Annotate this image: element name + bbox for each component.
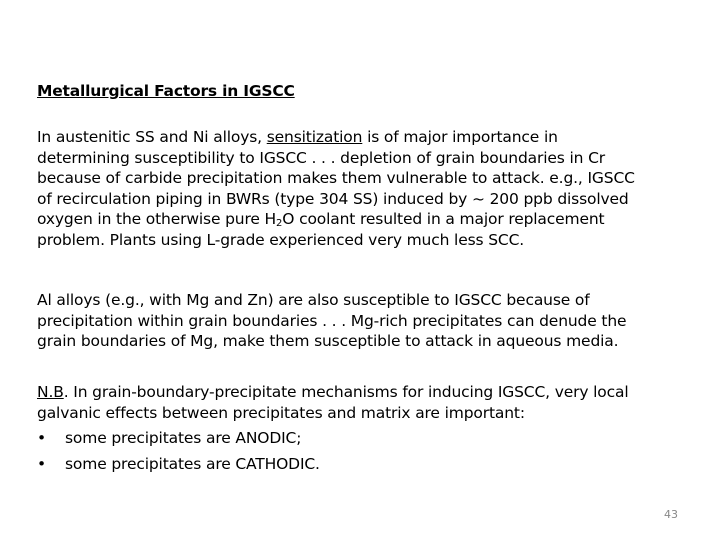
nb-label: N.B — [37, 383, 64, 401]
text-segment: is of major importance in — [362, 128, 558, 146]
bullet-text: some precipitates are ANODIC; — [65, 429, 302, 447]
bullet-icon: • — [37, 454, 46, 473]
text-line — [37, 127, 697, 148]
text-line: because of carbide precipitation makes them vulnerable to attack. e.g., IGSCC — [37, 169, 635, 187]
text-line: problem. Plants using L-grade experienced very much less SCC. — [37, 230, 525, 249]
paragraph-sensitization — [37, 127, 697, 250]
text-line: precipitation within grain boundaries . . . Mg-rich precipitates can denude the — [37, 311, 627, 330]
sensitization-term: sensitization — [266, 128, 363, 146]
paragraph-al-alloys — [37, 290, 697, 352]
bullet-text: some precipitates are CATHODIC. — [65, 454, 320, 473]
text-line: galvanic effects between precipitates and matrix are important: — [37, 403, 525, 422]
page-number: 43 — [664, 508, 678, 521]
text-segment: In austenitic SS and Ni alloys, — [37, 128, 267, 146]
text-segment: O coolant resulted in a major replacement — [282, 210, 605, 228]
text-line — [37, 209, 697, 230]
paragraph-nb — [37, 382, 697, 474]
text-segment: oxygen in the otherwise pure H — [37, 210, 277, 228]
subscript: 2 — [276, 218, 283, 229]
text-line: of recirculation piping in BWRs (type 304 SS) induced by ~ 200 ppb dissolved — [37, 189, 629, 208]
text-line: determining susceptibility to IGSCC . . . depletion of grain boundaries in Cr — [37, 148, 605, 167]
slide-title: Metallurgical Factors in IGSCC — [37, 82, 295, 100]
text-line: Al alloys (e.g., with Mg and Zn) are also susceptible to IGSCC because of — [37, 291, 590, 309]
text-segment: . In grain-boundary-precipitate mechanisms for inducing IGSCC, very local — [63, 383, 629, 401]
bullet-icon: • — [37, 429, 46, 447]
bullet-item — [37, 428, 697, 449]
text-line: grain boundaries of Mg, make them susceptible to attack in aqueous media. — [37, 332, 619, 350]
text-line — [37, 382, 697, 403]
bullet-item — [37, 454, 697, 475]
